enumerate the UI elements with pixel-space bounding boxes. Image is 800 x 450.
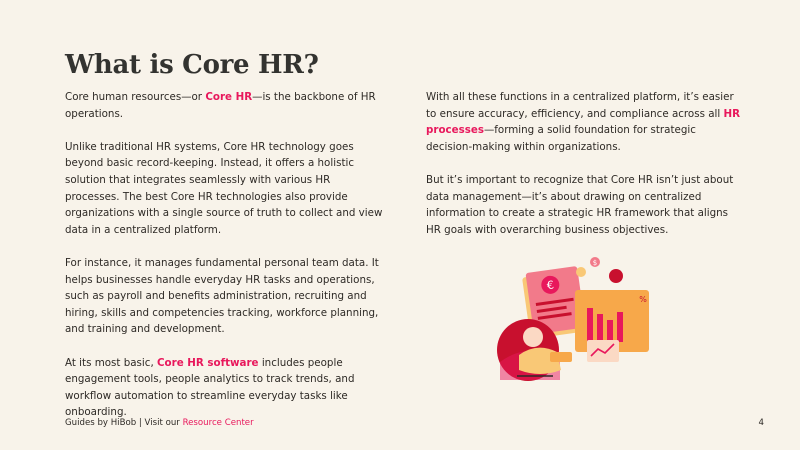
page-number: 4 (758, 418, 764, 428)
footer: Guides by HiBob | Visit our Resource Center (65, 418, 254, 428)
right-paragraph-1: With all these functions in a centralized platform, it’s easier to ensure accuracy, efficiency, and compliance across all HR processes—forming a solid foundation for strategic decision-making within organizations. (426, 91, 741, 153)
resource-center-link[interactable]: Resource Center (182, 418, 254, 428)
svg-text:€: € (546, 278, 555, 293)
page-title: What is Core HR? (65, 50, 319, 80)
core-hr-link[interactable]: Core HR (205, 91, 253, 103)
hr-illustration (495, 252, 665, 387)
percent-icon: % (639, 295, 647, 304)
left-paragraph-3: For instance, it manages fundamental personal team data. It helps businesses handle everyday HR tasks and operations, such as payroll and benefits administration, recruiting and hiring, skills and competencies tracking, workforce planning, and training and development. (65, 256, 379, 336)
right-paragraph-2: But it’s important to recognize that Core HR isn’t just about data management—it’s about drawing on centralized information to create a strategic HR framework that aligns HR goals with overarching business objectives. (426, 173, 734, 236)
right-column (426, 89, 742, 255)
left-paragraph-4: At its most basic, Core HR software includes people engagement tools, people analytics to track trends, and workflow automation to streamline everyday tasks like onboarding. (65, 356, 355, 419)
left-column (65, 89, 385, 437)
hr-processes-link[interactable]: HR processes (426, 107, 741, 137)
left-paragraph-2: Unlike traditional HR systems, Core HR technology goes beyond basic record-keeping. Instead, it offers a holistic solution that integrates seamlessly with various HR processes. The best Core HR technologies also provide organizations with a single source of truth to collect and view data in a centralized platform. (65, 140, 383, 236)
svg-text:$: $ (592, 259, 598, 267)
left-paragraph-1: Core human resources—or Core HR—is the backbone of HR operations. (65, 91, 376, 120)
core-hr-software-link[interactable]: Core HR software (157, 356, 259, 369)
